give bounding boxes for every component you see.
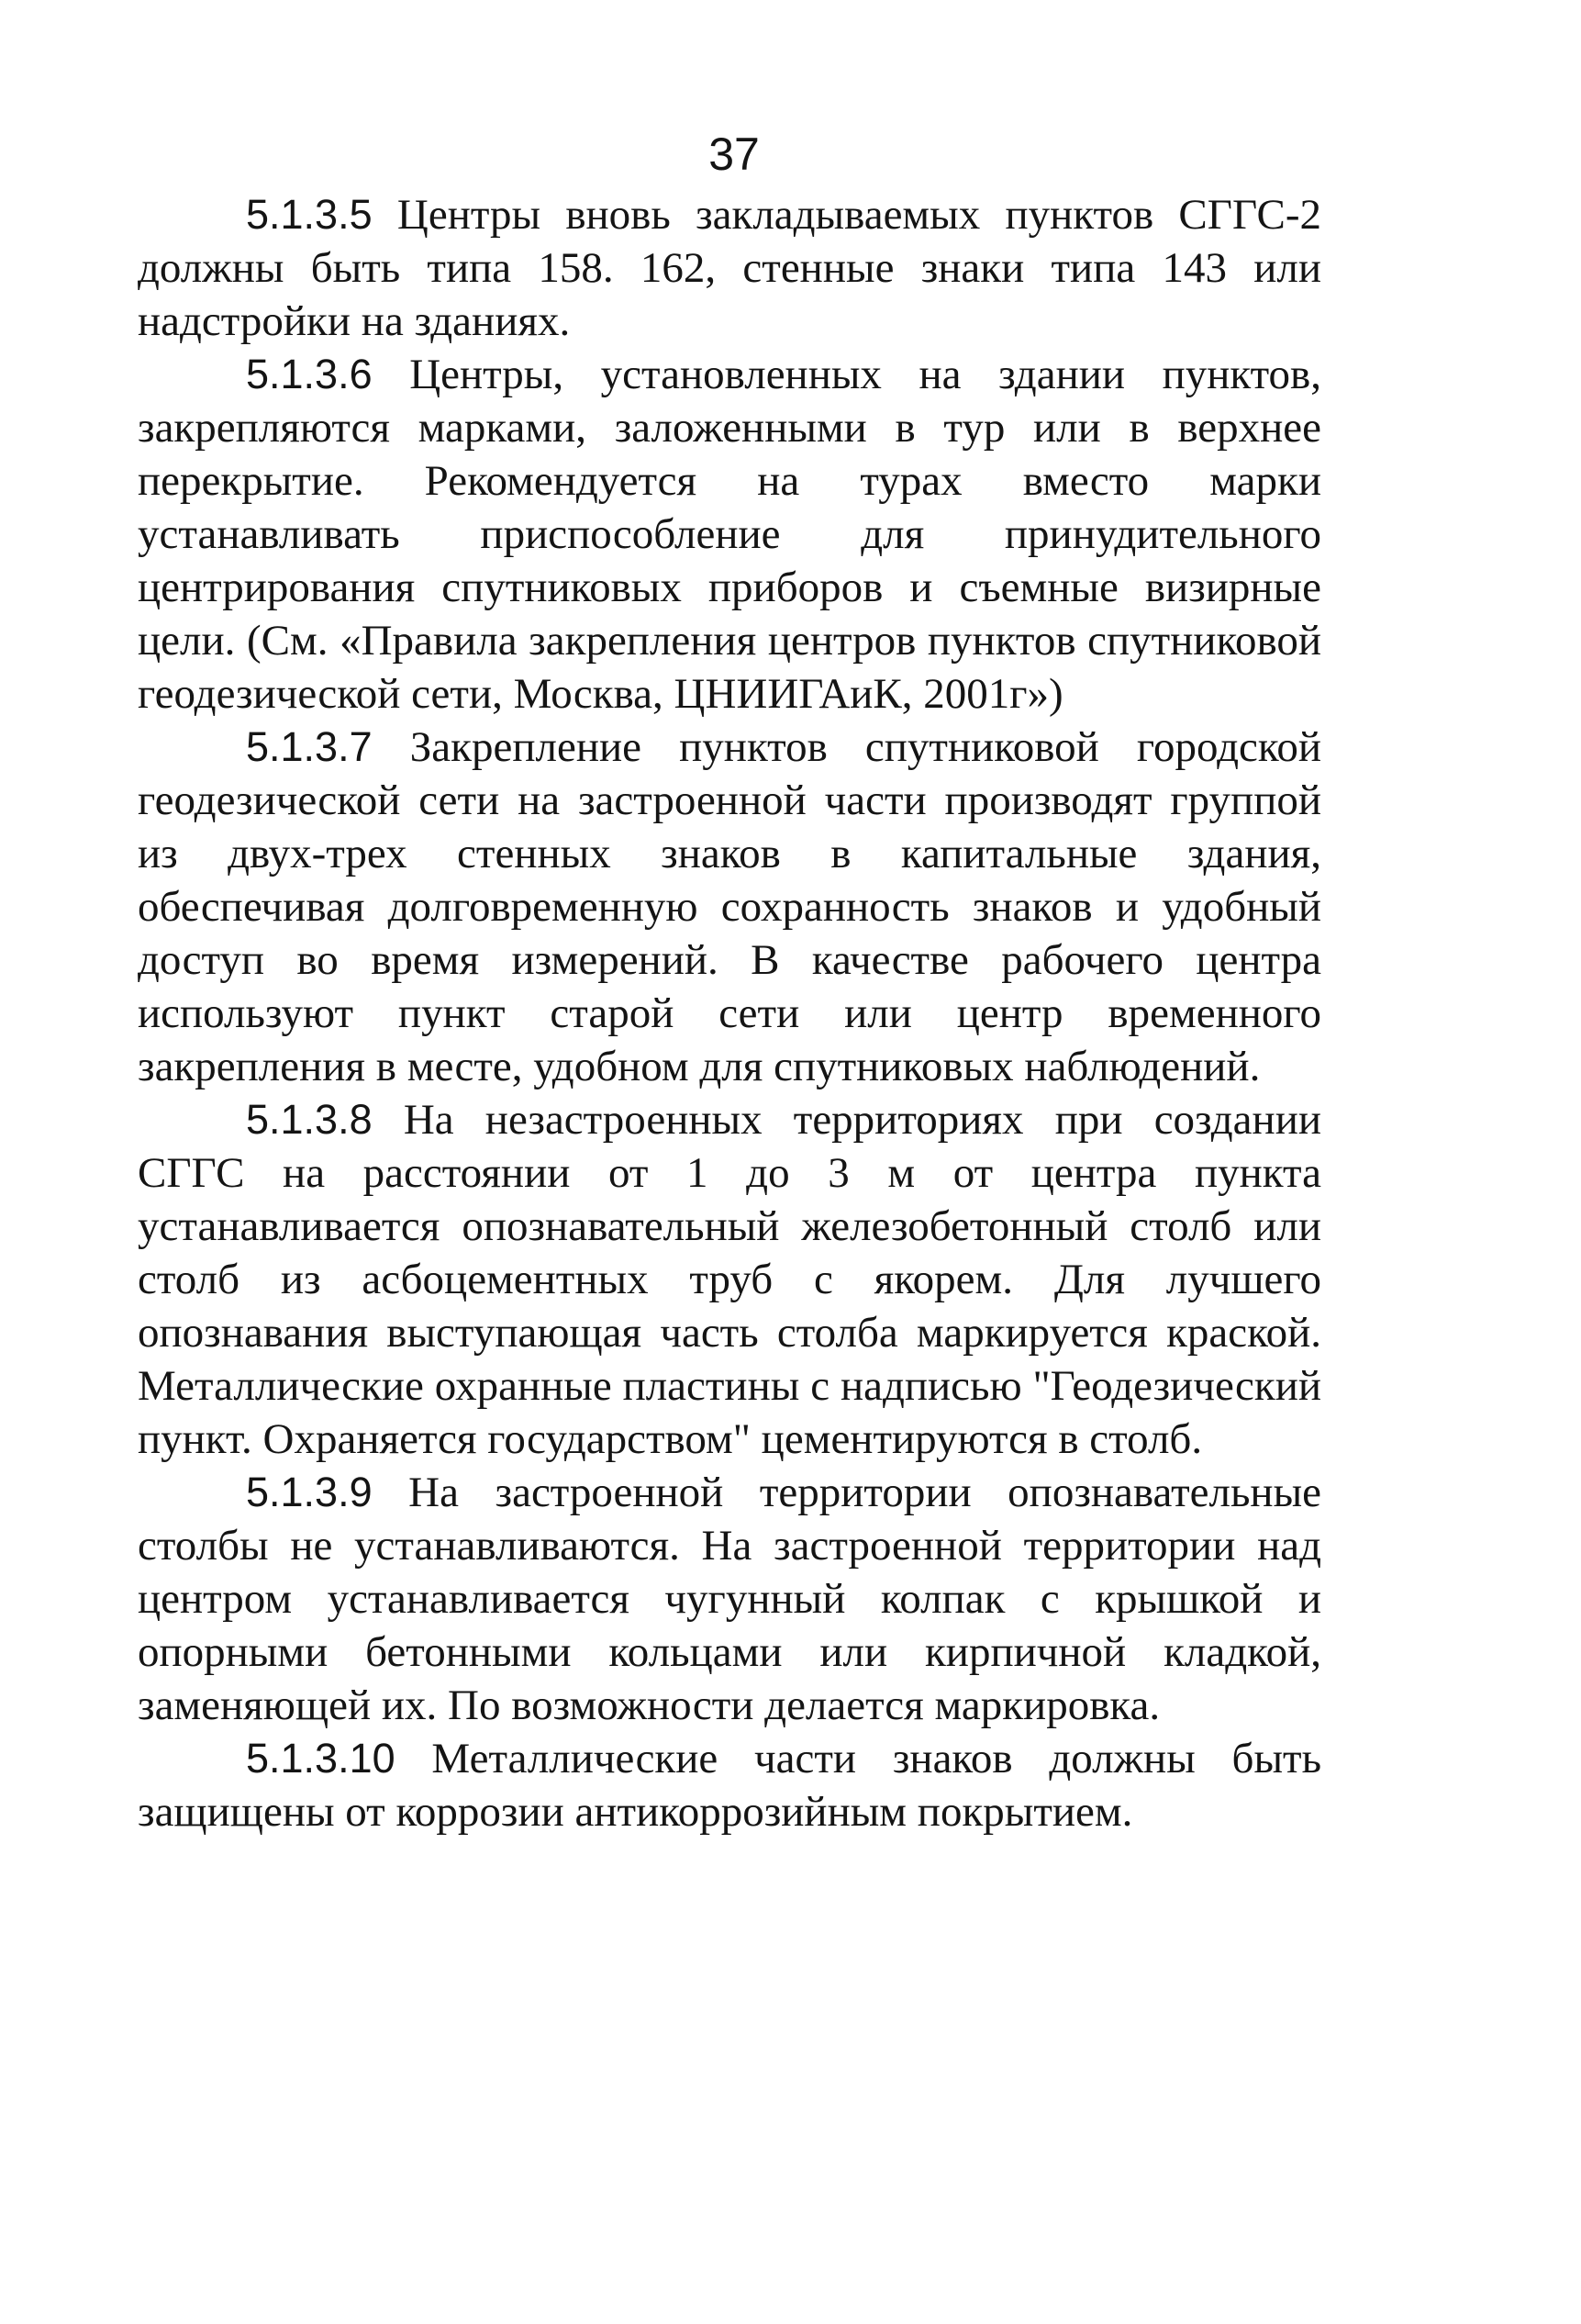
- paragraph-text: На застроенной территории опознавательные столбы не устанавливаются. На застроенной территории над центром устанавливается чугунный колпак с крышкой и опорными бетонными кольцами или кирпичной кладкой, заменяющей их. По возможности делается маркировка.: [138, 1469, 1322, 1729]
- paragraph-5-1-3-10: [138, 1732, 1321, 1838]
- paragraph-text: Закрепление пунктов спутниковой городской геодезической сети на застроенной части производят группой из двух-трех стенных знаков в капитальные здания, обеспечивая долговременную сохранность знаков и удобный доступ во время измерений. В качестве рабочего центра используют пункт старой сети или центр временного закрепления в месте, удобном для спутниковых наблюдений.: [138, 723, 1321, 1090]
- paragraph-number: 5.1.3.9: [246, 1469, 373, 1515]
- paragraph-number: 5.1.3.8: [246, 1096, 373, 1143]
- paragraph-number: 5.1.3.5: [246, 191, 373, 238]
- paragraph-5-1-3-9: [138, 1466, 1321, 1732]
- paragraph-5-1-3-8: [138, 1093, 1321, 1466]
- paragraph-text: На незастроенных территориях при создании СГГС на расстоянии от 1 до 3 м от центра пункта устанавливается опознавательный железобетонный столб или столб из асбоцементных труб с якорем. Для лучшего опознавания выступающая часть столба маркируется краской. Металлические охранные пластины с надписью "Геодезический пункт. Охраняется государством" цементируются в столб.: [138, 1096, 1322, 1463]
- paragraph-5-1-3-6: [138, 348, 1321, 721]
- page-number: 37: [708, 128, 760, 180]
- paragraph-number: 5.1.3.6: [246, 351, 373, 397]
- paragraph-text: Центры, установленных на здании пунктов, закрепляются марками, заложенными в тур или в верхнее перекрытие. Рекомендуется на турах вместо марки устанавливать приспособление для принудительного центрирования спутниковых приборов и съемные визирные цели. (См. «Правила закрепления центров пунктов спутниковой геодезической сети, Москва, ЦНИИГАиК, 2001г»): [138, 351, 1321, 718]
- paragraph-5-1-3-5: [138, 188, 1321, 348]
- paragraph-text: Металлические части знаков должны быть защищены от коррозии антикоррозийным покрытием.: [138, 1735, 1322, 1836]
- paragraph-number: 5.1.3.10: [246, 1735, 395, 1782]
- paragraph-text: Центры вновь закладываемых пунктов СГГС-2 должны быть типа 158. 162, стенные знаки типа 143 или надстройки на зданиях.: [138, 191, 1321, 345]
- paragraph-number: 5.1.3.7: [246, 723, 373, 770]
- paragraph-5-1-3-7: [138, 721, 1321, 1093]
- document-body: [138, 188, 1321, 1838]
